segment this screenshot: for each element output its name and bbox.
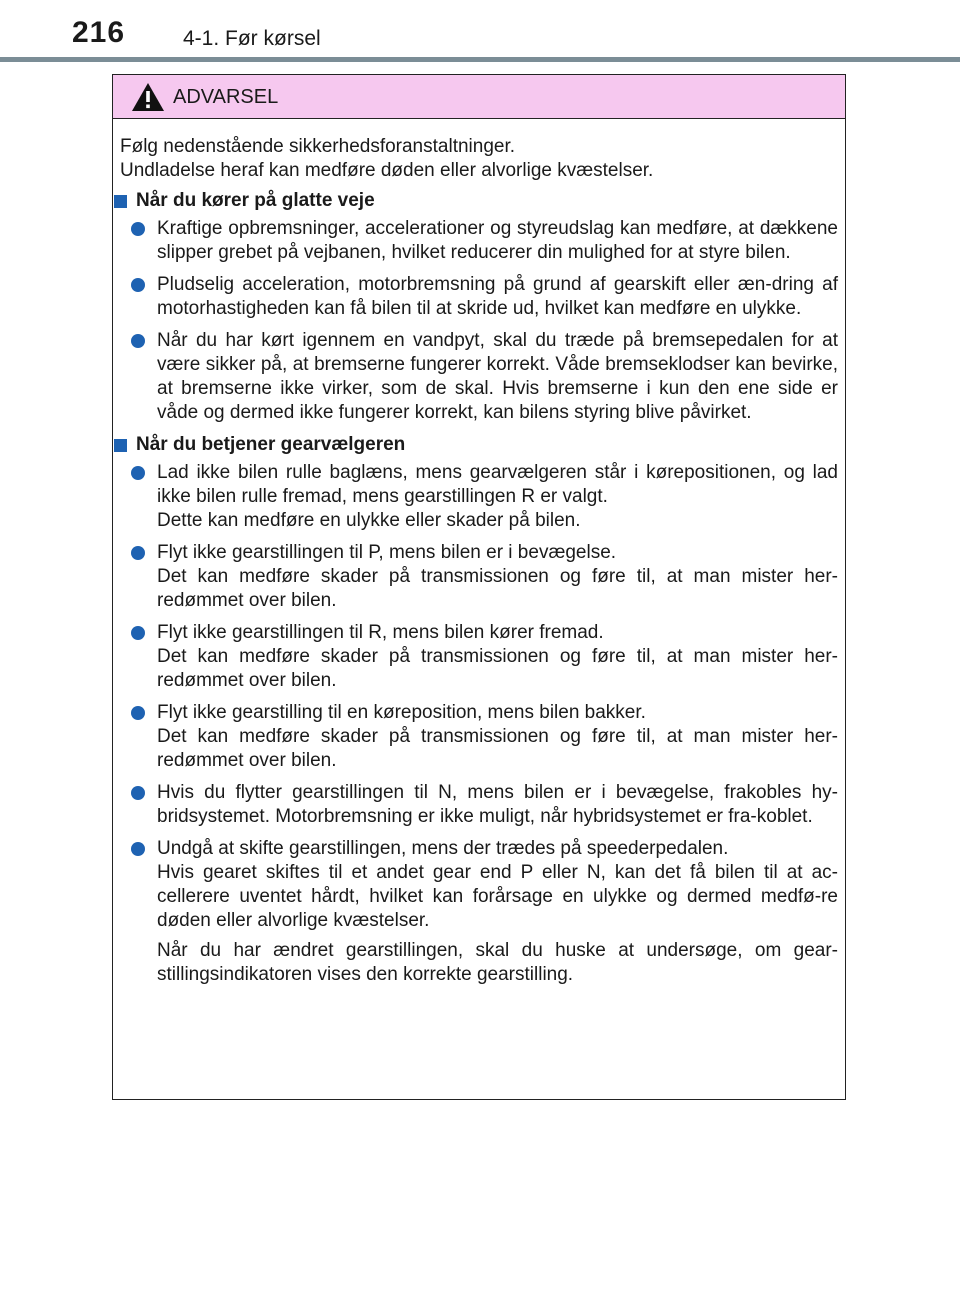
list-item-text: Flyt ikke gearstillingen til P, mens bilen er i bevægelse. — [157, 542, 617, 563]
circle-bullet-icon — [131, 222, 145, 236]
square-bullet-icon — [114, 195, 127, 208]
warning-header — [113, 75, 845, 119]
list-item-text: Lad ikke bilen rulle baglæns, mens gearvælgeren står i kørepositionen, og lad ikke bilen rulle fremad, mens gearstillingen R er valgt. — [157, 462, 838, 507]
list-item-text: Pludselig acceleration, motorbremsning på grund af gearskift eller æn-dring af motorhastigheden kan få bilen til at skride ud, hvilket kan medføre en ulykke. — [157, 274, 838, 319]
page-header — [0, 0, 960, 60]
warning-triangle-icon — [131, 82, 165, 112]
circle-bullet-icon — [131, 334, 145, 348]
list-item — [113, 781, 845, 829]
circle-bullet-icon — [131, 546, 145, 560]
section-heading — [113, 189, 845, 213]
section-heading — [113, 433, 845, 457]
circle-bullet-icon — [131, 786, 145, 800]
list-item — [113, 837, 845, 987]
list-item-text: Når du har kørt igennem en vandpyt, skal du træde på bremsepedalen for at være sikker på, at bremserne fungerer korrekt. Våde bremseklodser kan bevirke, at bremserne ikke virker, som de skal. Hvis bremserne i kun den ene side er våde og dermed ikke fungerer korrekt, kan bilens styring blive påvirket. — [157, 330, 838, 423]
list-item-subtext: Hvis gearet skiftes til et andet gear end P eller N, kan det få bilen til at ac-cellerere uventet hårdt, hvilket kan forårsage en ulykke og dermed medfø-re døden eller alvorlige kvæstelser. — [157, 862, 838, 931]
warning-intro — [113, 135, 845, 183]
circle-bullet-icon — [131, 626, 145, 640]
list-item-text: Flyt ikke gearstilling til en køreposition, mens bilen bakker. — [157, 702, 646, 723]
intro-line: Undladelse heraf kan medføre døden eller alvorlige kvæstelser. — [120, 160, 654, 181]
list-item-subtext: Det kan medføre skader på transmissionen og føre til, at man mister her-redømmet over bilen. — [157, 726, 838, 771]
list-item-subtext: Det kan medføre skader på transmissionen og føre til, at man mister her-redømmet over bilen. — [157, 646, 838, 691]
list-item — [113, 701, 845, 773]
list-item-note: Når du har ændret gearstillingen, skal du huske at undersøge, om gear-stillingsindikatoren vises den korrekte gearstilling. — [157, 940, 838, 985]
section-heading-text: Når du kører på glatte veje — [136, 190, 375, 211]
circle-bullet-icon — [131, 706, 145, 720]
section-title: 4-1. Før kørsel — [183, 27, 321, 50]
circle-bullet-icon — [131, 278, 145, 292]
intro-line: Følg nedenstående sikkerhedsforanstaltninger. — [120, 136, 516, 157]
section-heading-text: Når du betjener gearvælgeren — [136, 434, 406, 455]
list-item-subtext: Dette kan medføre en ulykke eller skader på bilen. — [157, 510, 581, 531]
warning-sections — [113, 189, 845, 987]
list-item — [113, 541, 845, 613]
warning-box — [112, 74, 846, 1100]
header-divider — [0, 57, 960, 62]
list-item-text: Flyt ikke gearstillingen til R, mens bilen kører fremad. — [157, 622, 604, 643]
list-item — [113, 273, 845, 321]
list-item — [113, 329, 845, 425]
circle-bullet-icon — [131, 466, 145, 480]
page-number: 216 — [72, 16, 126, 49]
list-item-subtext: Det kan medføre skader på transmissionen og føre til, at man mister her-redømmet over bilen. — [157, 566, 838, 611]
list-item — [113, 461, 845, 533]
list-item-text: Kraftige opbremsninger, accelerationer og styreudslag kan medføre, at dækkene slipper grebet på vejbanen, hvilket reducerer din mulighed for at styre bilen. — [157, 218, 838, 263]
list-item-text: Hvis du flytter gearstillingen til N, mens bilen er i bevægelse, frakobles hy-bridsystemet. Motorbremsning er ikke muligt, når hybridsystemet er fra-koblet. — [157, 782, 838, 827]
warning-title: ADVARSEL — [173, 86, 279, 108]
list-item — [113, 217, 845, 265]
list-item — [113, 621, 845, 693]
list-item-text: Undgå at skifte gearstillingen, mens der trædes på speederpedalen. — [157, 838, 729, 859]
square-bullet-icon — [114, 439, 127, 452]
warning-body — [113, 135, 845, 995]
circle-bullet-icon — [131, 842, 145, 856]
